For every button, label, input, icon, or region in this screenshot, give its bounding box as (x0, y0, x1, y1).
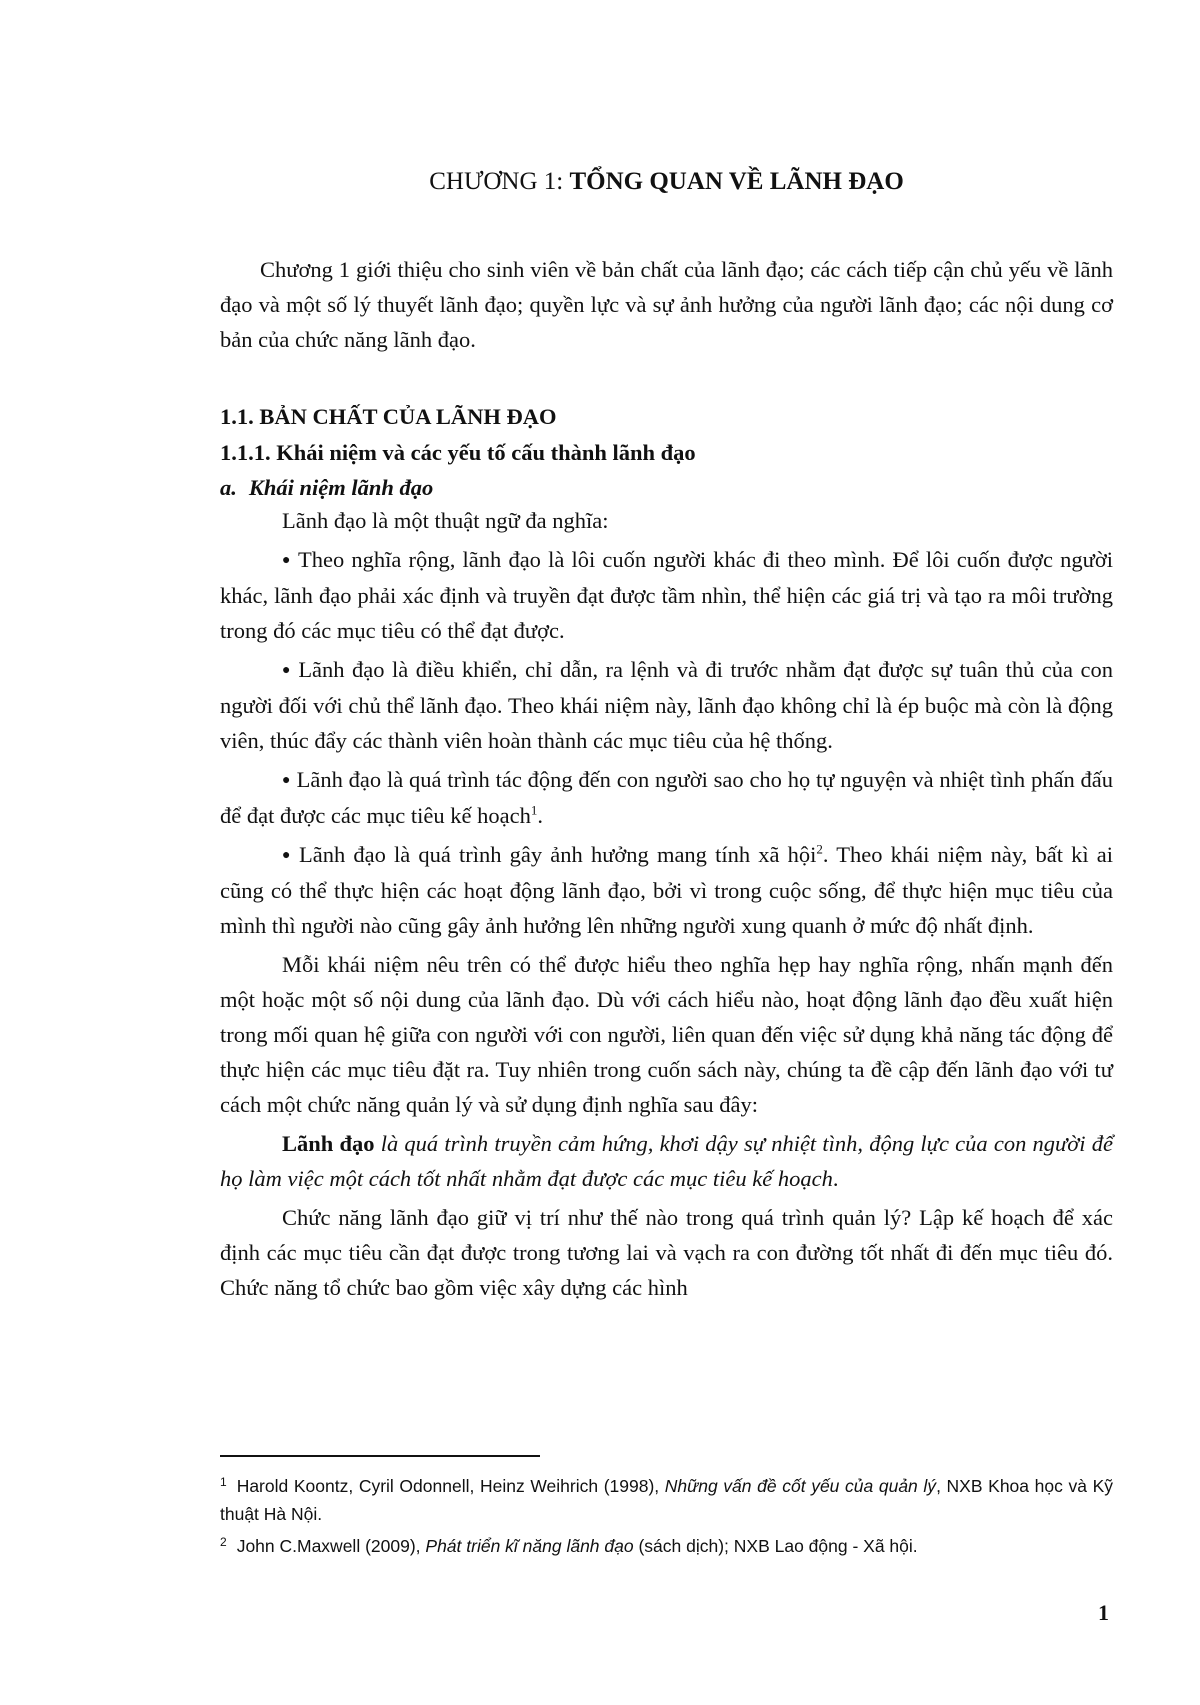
bullet-icon: ● (282, 663, 293, 678)
footnote (220, 1468, 1113, 1528)
chapter-name: TỔNG QUAN VỀ LÃNH ĐẠO (569, 168, 904, 195)
footnote-rest: , NXB Khoa học và Kỹ thuật Hà Nội. (220, 1476, 1113, 1524)
bullet-text: Lãnh đạo là quá trình gây ảnh hưởng mang tính xã hội (298, 842, 817, 867)
footnote-authors: Harold Koontz, Cyril Odonnell, Heinz Weihrich (1998), (236, 1476, 665, 1496)
footnote (220, 1528, 1113, 1560)
footnote-title: Phát triển kĩ năng lãnh đạo (425, 1536, 634, 1556)
subsubsection-heading (220, 475, 433, 501)
footnote-ref[interactable]: 2 (816, 841, 823, 857)
document-page (220, 0, 1113, 1705)
bullet-text-tail: . Theo khái niệm này, bất kì ai cũng có thể thực hiện các hoạt động lãnh đạo, bởi vì trong cuộc sống, để thực hiện mục tiêu của mình thì người nào cũng gây ảnh hưởng lên những người xung quanh ở mức độ nhất định. (220, 842, 1113, 938)
page-number: 1 (1098, 1600, 1109, 1625)
bullet-icon: ● (282, 553, 292, 568)
lead-in-paragraph: Lãnh đạo là một thuật ngữ đa nghĩa: (282, 508, 609, 533)
bullet-item (220, 542, 1113, 648)
footnote-number: 2 (220, 1535, 227, 1549)
definition-end: . (832, 1166, 839, 1191)
footnote-rest: (sách dịch); NXB Lao động - Xã hội. (633, 1536, 918, 1556)
footnote-ref[interactable]: 1 (530, 802, 538, 818)
bullet-item (220, 762, 1113, 833)
chapter-title (220, 168, 1113, 196)
bullet-icon: ● (282, 773, 291, 788)
section-heading: 1.1. BẢN CHẤT CỦA LÃNH ĐẠO (220, 404, 557, 429)
footnote-number: 1 (220, 1475, 227, 1489)
footnote-divider (220, 1455, 540, 1457)
chapter-prefix: CHƯƠNG 1: (429, 168, 570, 195)
chapter-intro: Chương 1 giới thiệu cho sinh viên về bản chất của lãnh đạo; các cách tiếp cận chủ yếu về lãnh đạo và một số lý thuyết lãnh đạo; quyền lực và sự ảnh hưởng của người lãnh đạo; các nội dung cơ bản của chức năng lãnh đạo. (220, 257, 1113, 352)
definition-text: là quá trình truyền cảm hứng, khơi dậy sự nhiệt tình, động lực của con người để họ làm việc một cách tốt nhất nhằm đạt được các mục tiêu kế hoạch (220, 1131, 1113, 1191)
definition-term: Lãnh đạo (282, 1131, 375, 1156)
function-paragraph: Chức năng lãnh đạo giữ vị trí như thế nào trong quá trình quản lý? Lập kế hoạch để xác định các mục tiêu cần đạt được trong tương lai và vạch ra con đường tốt nhất đi đến mục tiêu đó. Chức năng tổ chức bao gồm việc xây dựng các hình (220, 1205, 1113, 1300)
subsubsection-letter: a. (220, 475, 237, 500)
definition-paragraph (220, 1126, 1113, 1196)
bullet-text-tail: . (537, 803, 543, 828)
bullet-text: Lãnh đạo là điều khiển, chỉ dẫn, ra lệnh và đi trước nhằm đạt được sự tuân thủ của con người đối với chủ thể lãnh đạo. Theo khái niệm này, lãnh đạo không chỉ là ép buộc mà còn là động viên, thúc đẩy các thành viên hoàn thành các mục tiêu của hệ thống. (220, 657, 1113, 753)
subsection-heading: 1.1.1. Khái niệm và các yếu tố cấu thành lãnh đạo (220, 440, 696, 465)
subsubsection-title: Khái niệm lãnh đạo (248, 475, 434, 500)
footnote-title: Những vấn đề cốt yếu của quản lý (664, 1476, 937, 1496)
bullet-text: Lãnh đạo là quá trình tác động đến con người sao cho họ tự nguyện và nhiệt tình phấn đấu để đạt được các mục tiêu kế hoạch (220, 767, 1113, 828)
footnote-authors: John C.Maxwell (2009), (236, 1536, 426, 1556)
summary-paragraph: Mỗi khái niệm nêu trên có thể được hiểu theo nghĩa hẹp hay nghĩa rộng, nhấn mạnh đến một hoặc một số nội dung của lãnh đạo. Dù với cách hiểu nào, hoạt động lãnh đạo đều xuất hiện trong mối quan hệ giữa con người với con người, liên quan đến việc sử dụng khả năng tác động để thực hiện các mục tiêu đặt ra. Tuy nhiên trong cuốn sách này, chúng ta đề cập đến lãnh đạo với tư cách một chức năng quản lý và sử dụng định nghĩa sau đây: (220, 952, 1113, 1117)
bullet-item (220, 652, 1113, 758)
bullet-text: Theo nghĩa rộng, lãnh đạo là lôi cuốn người khác đi theo mình. Để lôi cuốn được người khác, lãnh đạo phải xác định và truyền đạt được tầm nhìn, thể hiện các giá trị và tạo ra môi trường trong đó các mục tiêu có thể đạt được. (220, 547, 1113, 643)
footnotes (220, 1468, 1113, 1560)
bullet-icon: ● (282, 848, 293, 863)
section-body (220, 503, 1113, 1309)
bullet-item (220, 837, 1113, 943)
